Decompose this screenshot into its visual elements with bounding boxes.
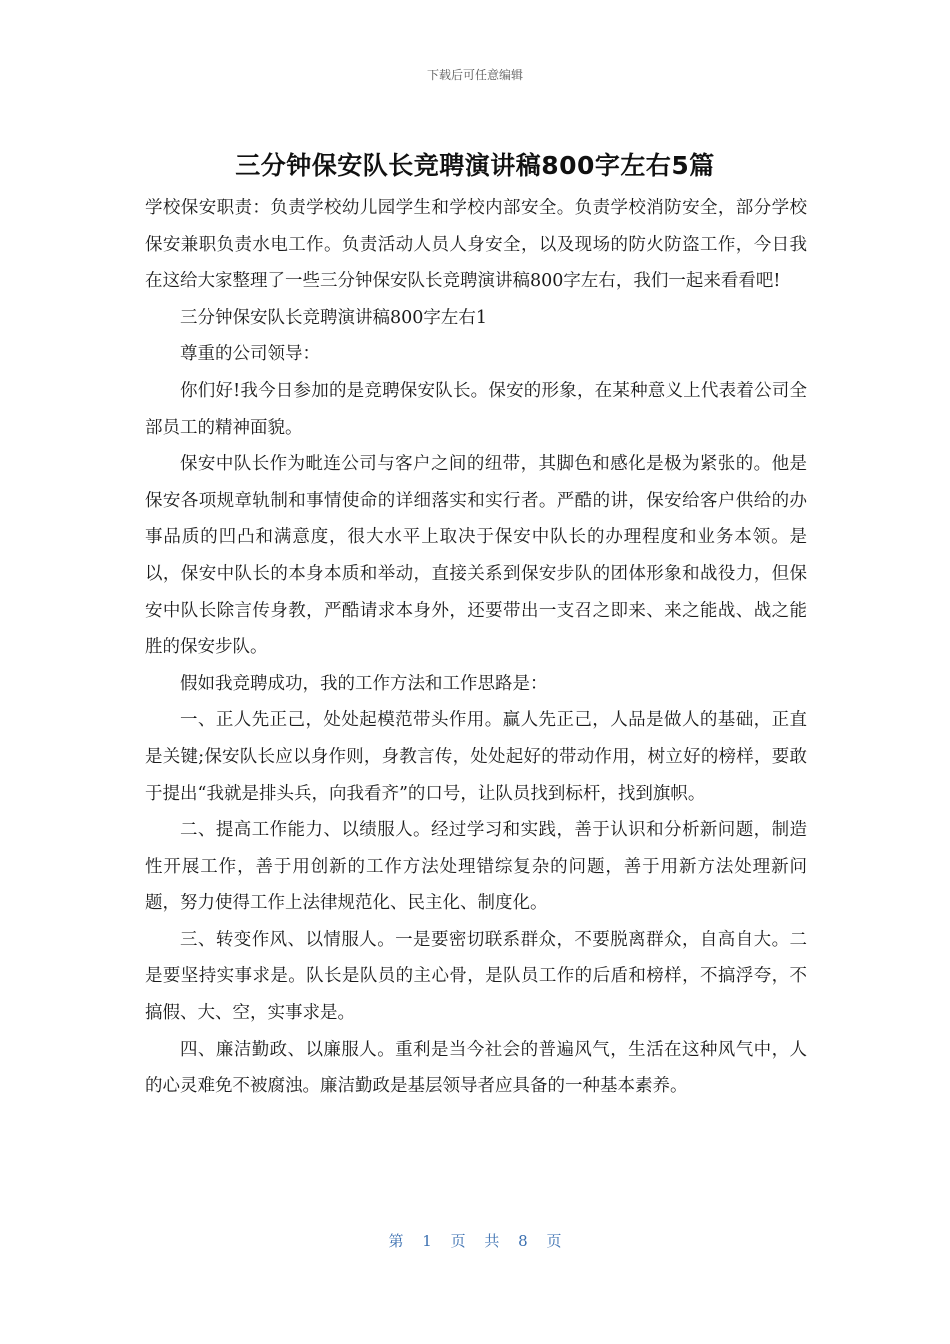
paragraph-intro: 学校保安职责：负责学校幼儿园学生和学校内部安全。负责学校消防安全，部分学校保安兼职负责水电工作。负责活动人员人身安全，以及现场的防火防盗工作，今日我在这给大家整理了一些三分钟保安队长竞聘演讲稿800字左右，我们一起来看看吧! (145, 198, 807, 292)
paragraph: 假如我竞聘成功，我的工作方法和工作思路是： (180, 673, 548, 694)
paragraph: 你们好!我今日参加的是竞聘保安队长。保安的形象，在某种意义上代表着公司全部员工的精神面貌。 (145, 380, 807, 438)
document-body (145, 190, 807, 1105)
paragraph: 保安中队长作为毗连公司与客户之间的纽带，其脚色和感化是极为紧张的。他是保安各项规章轨制和事情使命的详细落实和实行者。严酷的讲，保安给客户供给的办事品质的凹凸和满意度，很大水平上取决于保安中队长的办理程度和业务本领。是以，保安中队长的本身本质和举动，直接关系到保安步队的团体形象和战役力，但保安中队长除言传身教，严酷请求本身外，还要带出一支召之即来、来之能战、战之能胜的保安步队。 (145, 454, 807, 658)
header-note: 下载后可任意编辑 (426, 68, 523, 82)
paragraph: 三、转变作风、以情服人。一是要密切联系群众，不要脱离群众，自高自大。二是要坚持实事求是。队长是队员的主心骨，是队员工作的后盾和榜样，不搞浮夸，不搞假、大、空，实事求是。 (145, 929, 807, 1024)
page-number-footer: 第 1 页 共 8 页 (388, 1232, 562, 1250)
document-title: 三分钟保安队长竞聘演讲稿800字左右5篇 (235, 151, 715, 180)
paragraph-salutation: 尊重的公司领导： (180, 344, 320, 365)
paragraph: 一、正人先正己，处处起模范带头作用。赢人先正己，人品是做人的基础，正直是关键;保安队长应以身作则，身教言传，处处起好的带动作用，树立好的榜样，要敢于提出“我就是排头兵，向我看齐”的口号，让队员找到标杆，找到旗帜。 (145, 710, 807, 804)
paragraph: 四、廉洁勤政、以廉服人。重利是当今社会的普遍风气，生活在这种风气中，人的心灵难免不被腐浊。廉洁勤政是基层领导者应具备的一种基本素养。 (145, 1039, 807, 1097)
paragraph-subtitle: 三分钟保安队长竞聘演讲稿800字左右1 (180, 307, 488, 328)
paragraph: 二、提高工作能力、以绩服人。经过学习和实践，善于认识和分析新问题，制造性开展工作，善于用创新的工作方法处理错综复杂的问题，善于用新方法处理新问题，努力使得工作上法律规范化、民主化、制度化。 (145, 820, 807, 914)
